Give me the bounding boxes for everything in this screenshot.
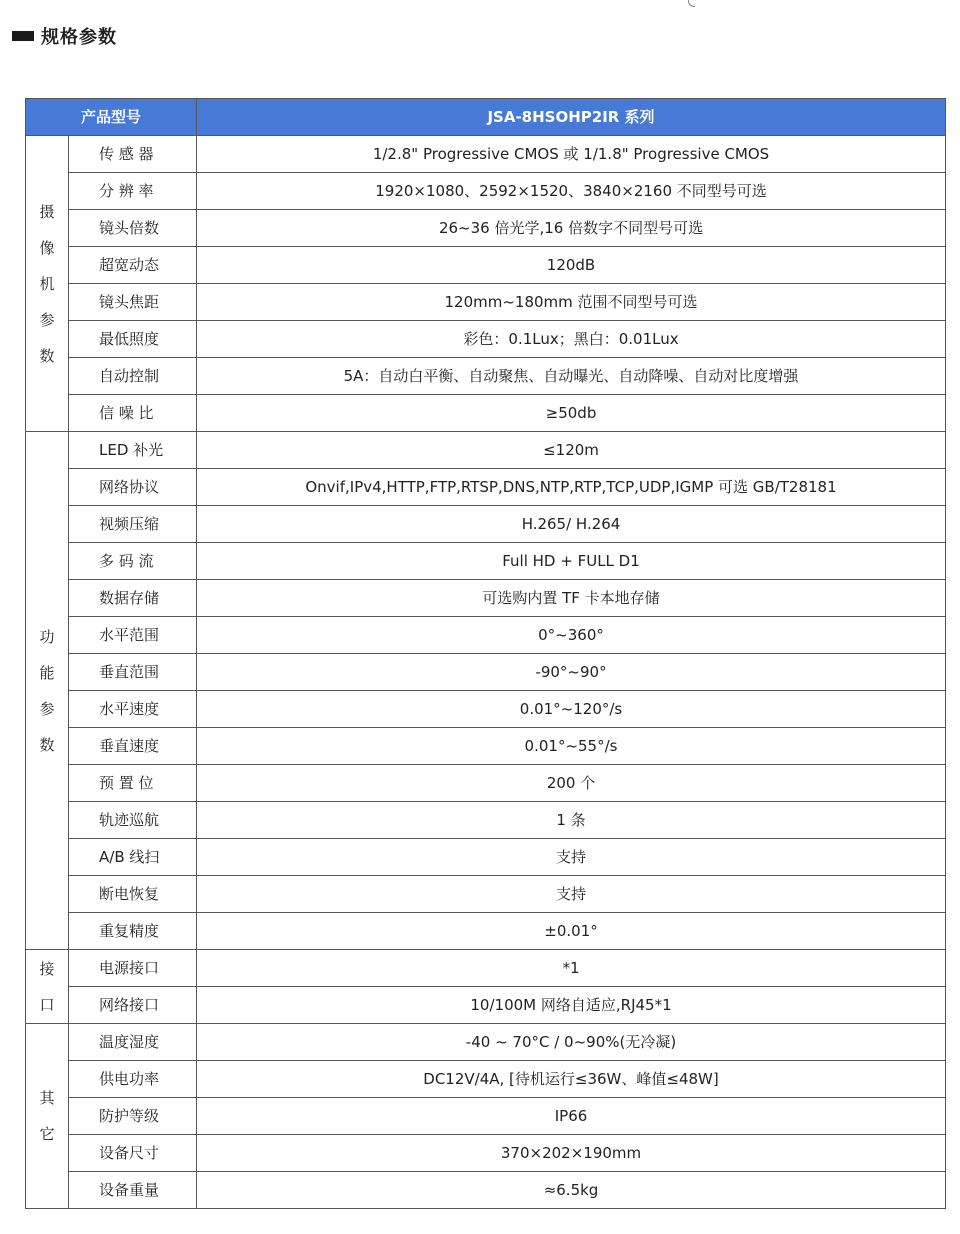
table-row [26,395,946,432]
table-row [26,247,946,284]
spec-label: 信 噪 比 [69,395,197,432]
table-row [26,284,946,321]
spec-label: 垂直速度 [69,728,197,765]
group-label-char: 数 [39,346,55,365]
spec-value: *1 [197,950,946,987]
spec-label: 水平范围 [69,617,197,654]
table-row [26,358,946,395]
spec-value: 支持 [197,876,946,913]
spec-value: 彩色：0.1Lux；黑白：0.01Lux [197,321,946,358]
table-row [26,987,946,1024]
table-row [26,839,946,876]
spec-value: ≈6.5kg [197,1172,946,1209]
spec-label: 镜头焦距 [69,284,197,321]
table-row [26,543,946,580]
spec-label: 防护等级 [69,1098,197,1135]
table-row [26,432,946,469]
spec-value: 26~36 倍光学,16 倍数字不同型号可选 [197,210,946,247]
spec-label: 视频压缩 [69,506,197,543]
group-label-chars [26,194,68,374]
spec-label: 设备尺寸 [69,1135,197,1172]
spec-label: 数据存储 [69,580,197,617]
table-row [26,1024,946,1061]
spec-value: 120dB [197,247,946,284]
spec-value: -90°~90° [197,654,946,691]
table-row [26,691,946,728]
spec-label: 断电恢复 [69,876,197,913]
group-label-chars [26,951,68,1023]
group-label-char: 能 [39,663,55,682]
spec-label: LED 补光 [69,432,197,469]
group-label-chars [26,1080,68,1152]
spec-label: 重复精度 [69,913,197,950]
group-label [26,1024,69,1209]
spec-value: 可选购内置 TF 卡本地存储 [197,580,946,617]
table-row [26,654,946,691]
spec-value: Full HD + FULL D1 [197,543,946,580]
table-row [26,913,946,950]
table-row [26,765,946,802]
spec-label: 网络接口 [69,987,197,1024]
spec-label: 自动控制 [69,358,197,395]
group-label-char: 功 [39,627,55,646]
spec-value: 200 个 [197,765,946,802]
group-label [26,950,69,1024]
group-label-char: 接 [39,959,55,978]
spec-value: 1920×1080、2592×1520、3840×2160 不同型号可选 [197,173,946,210]
spec-value: IP66 [197,1098,946,1135]
table-row [26,210,946,247]
spec-label: 多 码 流 [69,543,197,580]
group-label-char: 它 [39,1125,55,1143]
spec-label: 设备重量 [69,1172,197,1209]
group-label-char: 参 [39,699,55,718]
table-row [26,950,946,987]
group-label-char: 参 [39,310,55,329]
spec-value: 370×202×190mm [197,1135,946,1172]
spec-label: 预 置 位 [69,765,197,802]
spec-value: 5A：自动白平衡、自动聚焦、自动曝光、自动降噪、自动对比度增强 [197,358,946,395]
spec-value: ±0.01° [197,913,946,950]
spec-label: 分 辨 率 [69,173,197,210]
table-row [26,580,946,617]
group-label [26,432,69,950]
spec-value: -40 ~ 70°C / 0~90%(无冷凝) [197,1024,946,1061]
section-marker-icon [12,31,34,41]
spec-value: 1/2.8" Progressive CMOS 或 1/1.8" Progressive CMOS [197,136,946,173]
table-row [26,1061,946,1098]
group-label-char: 像 [39,238,55,257]
spec-label: 传 感 器 [69,136,197,173]
table-row [26,617,946,654]
spec-value: 120mm~180mm 范围不同型号可选 [197,284,946,321]
spec-value: ≥50db [197,395,946,432]
spec-table-body [26,136,946,1209]
group-label-char: 数 [39,735,55,754]
table-row [26,506,946,543]
group-label [26,136,69,432]
spec-value: 10/100M 网络自适应,RJ45*1 [197,987,946,1024]
table-row [26,173,946,210]
spec-label: 电源接口 [69,950,197,987]
table-row [26,1172,946,1209]
spec-label: 网络协议 [69,469,197,506]
spec-table [25,98,946,1209]
table-row [26,1135,946,1172]
spec-value: H.265/ H.264 [197,506,946,543]
table-row [26,469,946,506]
group-label-chars [26,619,68,763]
spec-label: 供电功率 [69,1061,197,1098]
section-title: 规格参数 [41,27,117,48]
header-model-value: JSA-8HSOHP2IR 系列 [197,99,946,136]
decorative-corner-mark [688,0,695,7]
section-header [12,22,117,50]
spec-label: 水平速度 [69,691,197,728]
table-row [26,321,946,358]
table-row [26,876,946,913]
spec-label: 垂直范围 [69,654,197,691]
spec-value: Onvif,IPv4,HTTP,FTP,RTSP,DNS,NTP,RTP,TCP,UDP,IGMP 可选 GB/T28181 [197,469,946,506]
header-model-label: 产品型号 [26,99,197,136]
spec-value: 0°~360° [197,617,946,654]
spec-label: 轨迹巡航 [69,802,197,839]
group-label-char: 其 [39,1089,55,1107]
spec-value: 0.01°~55°/s [197,728,946,765]
group-label-char: 机 [39,274,55,293]
spec-value: 1 条 [197,802,946,839]
spec-value: 0.01°~120°/s [197,691,946,728]
spec-label: 镜头倍数 [69,210,197,247]
spec-label: 温度湿度 [69,1024,197,1061]
spec-label: 超宽动态 [69,247,197,284]
spec-value: ≤120m [197,432,946,469]
spec-value: 支持 [197,839,946,876]
table-row [26,728,946,765]
table-header-row [26,99,946,136]
spec-value: DC12V/4A, [待机运行≤36W、峰值≤48W] [197,1061,946,1098]
group-label-char: 口 [39,995,55,1014]
table-row [26,802,946,839]
spec-label: 最低照度 [69,321,197,358]
table-row [26,1098,946,1135]
table-row [26,136,946,173]
group-label-char: 摄 [39,202,55,221]
spec-label: A/B 线扫 [69,839,197,876]
